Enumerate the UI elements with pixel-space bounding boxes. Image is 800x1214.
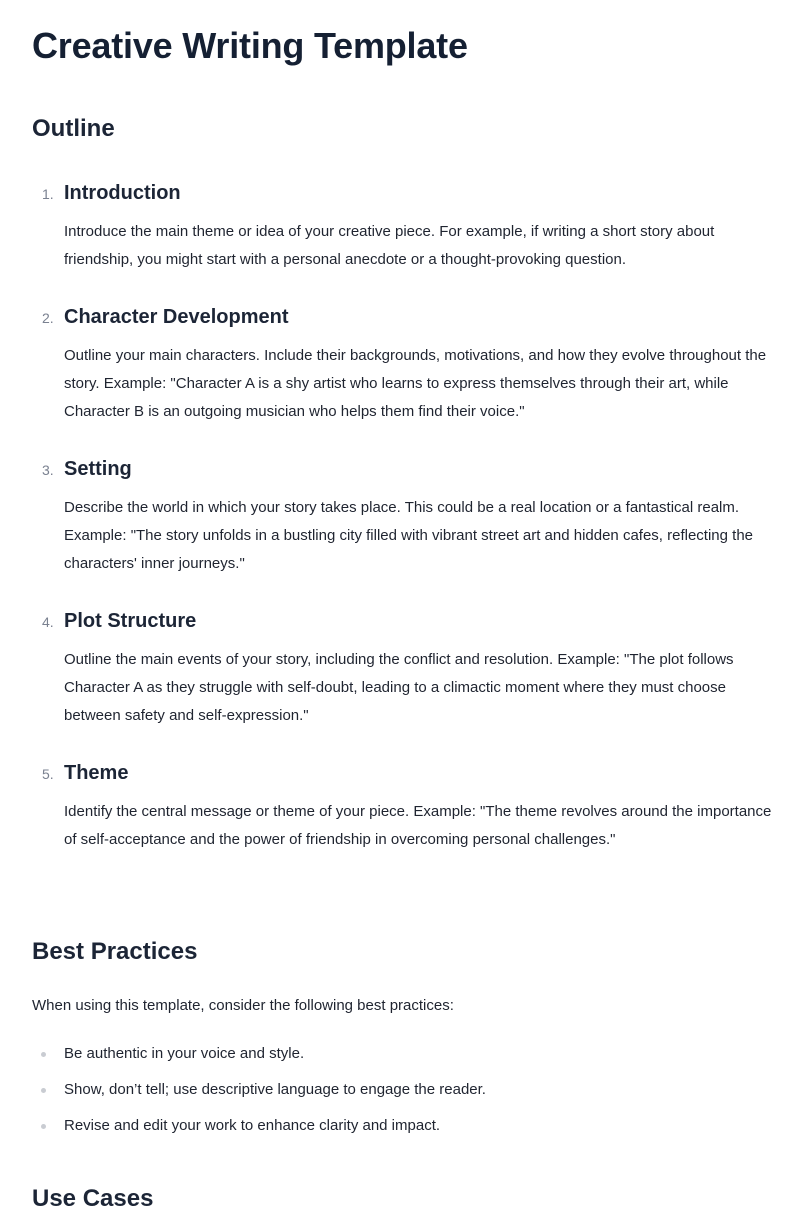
best-practices-intro: When using this template, consider the following best practices:: [32, 997, 454, 1014]
item-title: Character Development: [64, 306, 289, 328]
item-description: Identify the central message or theme of your piece. Example: "The theme revolves around the importance of self-acceptance and the power of friendship in overcoming personal challenges.": [64, 803, 772, 848]
best-practice-item: [32, 1112, 486, 1140]
item-title: Plot Structure: [64, 610, 197, 632]
item-title: Theme: [64, 762, 129, 784]
bullet-icon: [41, 1052, 46, 1057]
item-description: Describe the world in which your story takes place. This could be a real location or a fantastical realm. Example: "The story unfolds in a bustling city filled with vibrant street art and hidden cafes, reflecting the characters' inner journeys.": [64, 499, 754, 572]
item-number: 2.: [42, 310, 54, 326]
best-practices-heading: Best Practices: [32, 938, 198, 965]
best-practice-text: Revise and edit your work to enhance clarity and impact.: [64, 1117, 441, 1134]
bullet-icon: [41, 1124, 46, 1129]
best-practice-text: Be authentic in your voice and style.: [64, 1045, 305, 1062]
item-description: Introduce the main theme or idea of your creative piece. For example, if writing a short story about friendship, you might start with a personal anecdote or a thought-provoking question.: [64, 223, 715, 268]
use-cases-heading: Use Cases: [32, 1185, 154, 1212]
item-description: Outline the main events of your story, including the conflict and resolution. Example: "The plot follows Character A as they struggle with self-doubt, leading to a climactic moment where they must choose between safety and self-expression.": [64, 651, 734, 724]
best-practice-item: [32, 1040, 486, 1068]
item-number: 5.: [42, 766, 54, 782]
outline-list: [32, 178, 772, 882]
bullet-icon: [41, 1088, 46, 1093]
item-number: 1.: [42, 186, 54, 202]
item-description: Outline your main characters. Include their backgrounds, motivations, and how they evolve throughout the story. Example: "Character A is a shy artist who learns to express themselves through their art, while Character B is an outgoing musician who helps them find their voice.": [64, 347, 767, 420]
best-practice-text: Show, don’t tell; use descriptive language to engage the reader.: [64, 1081, 486, 1098]
outline-item: [32, 606, 772, 730]
best-practices-list: [32, 1040, 486, 1148]
item-number: 4.: [42, 614, 54, 630]
outline-item: [32, 178, 772, 274]
item-title: Introduction: [64, 182, 181, 204]
outline-item: [32, 302, 772, 426]
outline-item: [32, 758, 772, 854]
item-number: 3.: [42, 462, 54, 478]
outline-heading: Outline: [32, 115, 115, 142]
page-title: Creative Writing Template: [32, 25, 468, 66]
best-practice-item: [32, 1076, 486, 1104]
item-title: Setting: [64, 458, 132, 480]
outline-item: [32, 454, 772, 578]
